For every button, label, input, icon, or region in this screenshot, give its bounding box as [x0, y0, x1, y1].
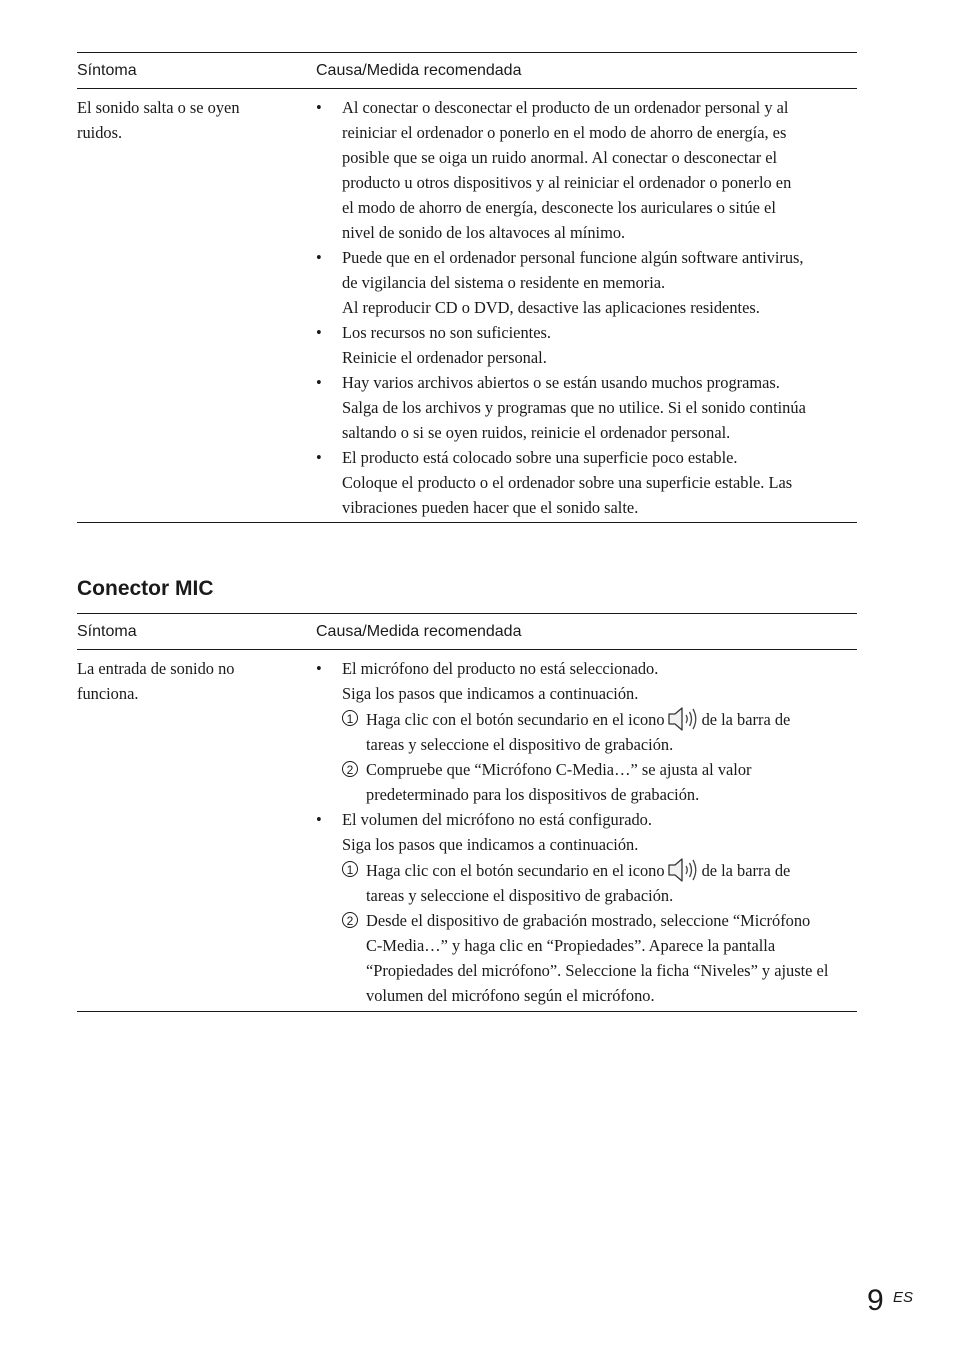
text-line: nivel de sonido de los altavoces al mínimo.: [342, 223, 626, 242]
text-line: • Los recursos no son suficientes.: [342, 323, 551, 342]
text-line: [366, 706, 857, 732]
header-cause: Causa/Medida recomendada: [316, 623, 522, 640]
text-line: • El volumen del micrófono no está configurado.: [342, 810, 652, 829]
table-header: [77, 614, 857, 650]
step-number: 2: [342, 761, 358, 777]
step-item: [316, 908, 857, 1008]
text-line: “Propiedades del micrófono”. Seleccione la ficha “Niveles” y ajuste el: [366, 961, 829, 980]
section-title: Conector MIC: [77, 577, 214, 600]
text-line: Compruebe que “Micrófono C-Media…” se ajusta al valor: [366, 760, 752, 779]
text-line: Siga los pasos que indicamos a continuación.: [342, 835, 639, 854]
step-text: Haga clic con el botón secundario en el icono: [366, 861, 665, 880]
cause-item: [316, 656, 857, 706]
step-item: [316, 757, 857, 807]
cause-item: [316, 807, 857, 857]
troubleshooting-table-sound: [77, 52, 857, 523]
text-line: reiniciar el ordenador o ponerlo en el modo de ahorro de energía, es: [342, 123, 787, 142]
text-line: producto u otros dispositivos y al reiniciar el ordenador o ponerlo en: [342, 173, 792, 192]
text-line: el modo de ahorro de energía, desconecte los auriculares o sitúe el: [342, 198, 776, 217]
text-line: Salga de los archivos y programas que no utilice. Si el sonido continúa: [342, 398, 806, 417]
text-line: Siga los pasos que indicamos a continuación.: [342, 684, 639, 703]
text-line: saltando o si se oyen ruidos, reinicie el ordenador personal.: [342, 423, 731, 442]
text-line: • El producto está colocado sobre una superficie poco estable.: [342, 448, 738, 467]
step-text: de la barra de: [701, 861, 791, 880]
text-line: posible que se oiga un ruido anormal. Al conectar o desconectar el: [342, 148, 778, 167]
table-row: [77, 650, 857, 1011]
cause-item: [316, 245, 857, 320]
text-line: • Hay varios archivos abiertos o se están usando muchos programas.: [342, 373, 780, 392]
header-symptom: Síntoma: [77, 62, 137, 79]
text-line: de vigilancia del sistema o residente en memoria.: [342, 273, 666, 292]
cause-list: [316, 95, 857, 520]
text-line: Coloque el producto o el ordenador sobre una superficie estable. Las: [342, 473, 793, 492]
table-header: [77, 53, 857, 89]
step-text: de la barra de: [701, 710, 791, 729]
troubleshooting-table-mic: [77, 613, 857, 1012]
cause-item: [316, 95, 857, 245]
step-number: 1: [342, 861, 358, 877]
text-line: • Puede que en el ordenador personal funcione algún software antivirus,: [342, 248, 804, 267]
cause-item: [316, 445, 857, 520]
text-line: • El micrófono del producto no está seleccionado.: [342, 659, 659, 678]
text-line: Desde el dispositivo de grabación mostrado, seleccione “Micrófono: [366, 911, 811, 930]
text-line: • Al conectar o desconectar el producto de un ordenador personal y al: [342, 98, 789, 117]
text-line: predeterminado para los dispositivos de grabación.: [366, 785, 700, 804]
speaker-icon: [667, 706, 699, 732]
cause-item: [316, 370, 857, 445]
page-number: 9: [867, 1284, 884, 1317]
step-number: 1: [342, 710, 358, 726]
header-cause: Causa/Medida recomendada: [316, 62, 522, 79]
symptom-text: La entrada de sonido no funciona.: [77, 659, 235, 703]
page-language: ES: [893, 1289, 914, 1306]
text-line: volumen del micrófono según el micrófono.: [366, 986, 655, 1005]
text-line: tareas y seleccione el dispositivo de grabación.: [366, 735, 674, 754]
text-line: vibraciones pueden hacer que el sonido salte.: [342, 498, 639, 517]
text-line: tareas y seleccione el dispositivo de grabación.: [366, 886, 674, 905]
text-line: Reinicie el ordenador personal.: [342, 348, 547, 367]
text-line: C-Media…” y haga clic en “Propiedades”. Aparece la pantalla: [366, 936, 776, 955]
step-number: 2: [342, 912, 358, 928]
table-row: [77, 89, 857, 522]
symptom-text: El sonido salta o se oyen ruidos.: [77, 98, 240, 142]
cause-list: [316, 656, 857, 1008]
header-symptom: Síntoma: [77, 623, 137, 640]
cause-item: [316, 320, 857, 370]
step-item: [316, 857, 857, 908]
speaker-icon: [667, 857, 699, 883]
text-line: Al reproducir CD o DVD, desactive las aplicaciones residentes.: [342, 298, 760, 317]
text-line: [366, 857, 857, 883]
step-text: Haga clic con el botón secundario en el icono: [366, 710, 665, 729]
step-item: [316, 706, 857, 757]
